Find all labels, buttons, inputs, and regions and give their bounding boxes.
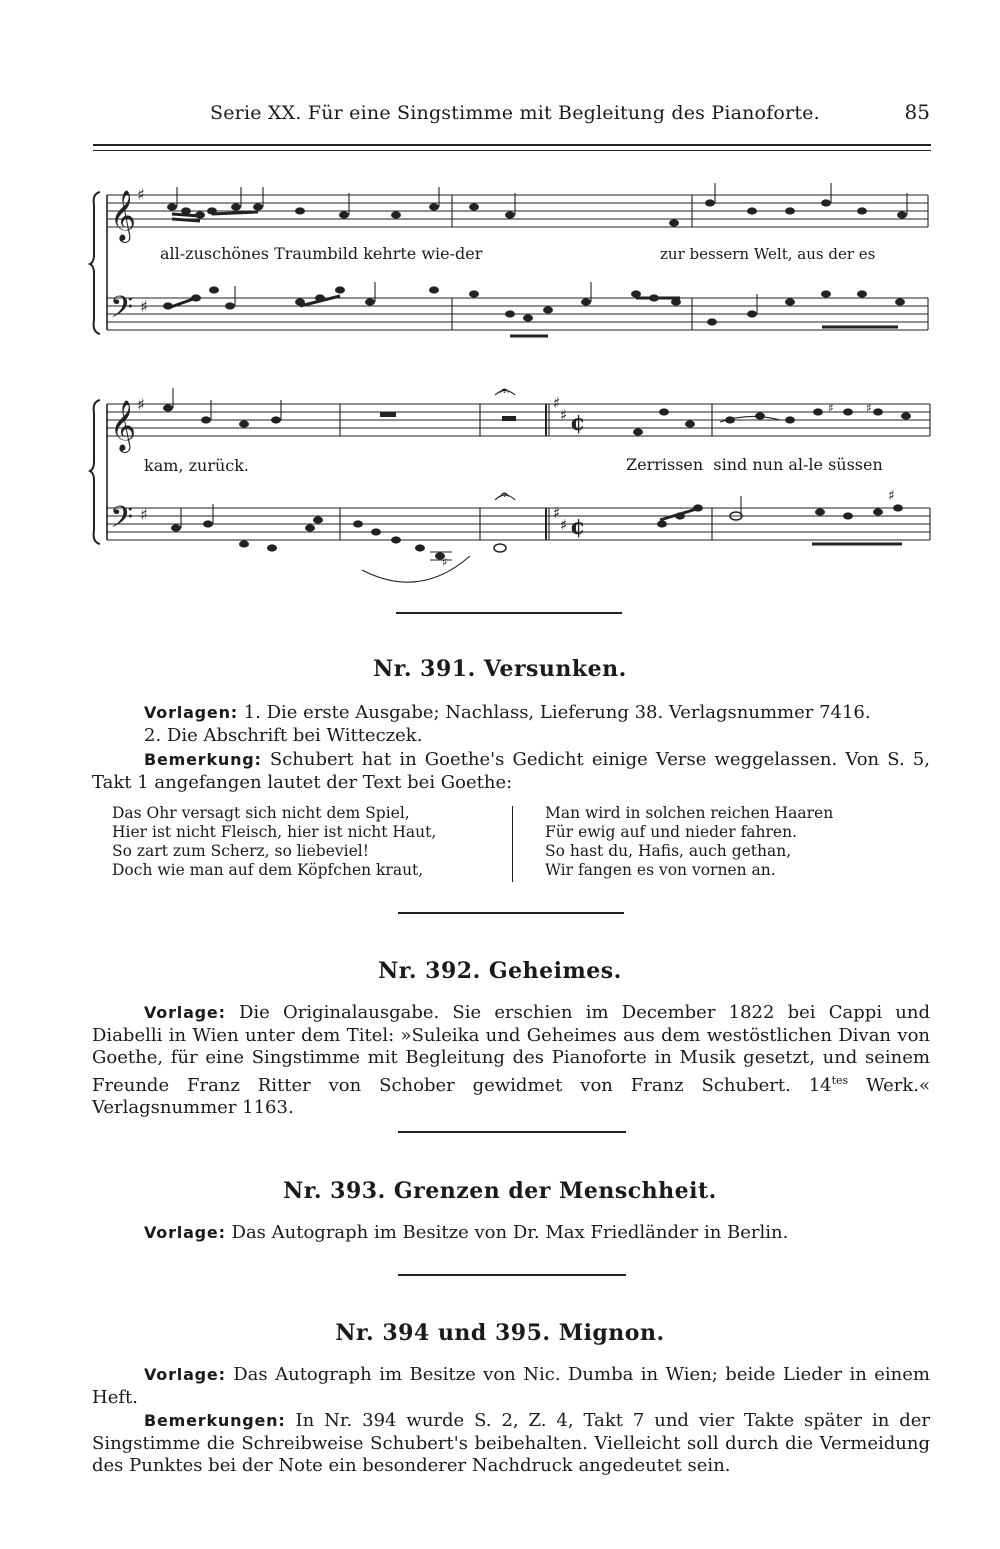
poem-divider [512, 806, 513, 882]
poem-right [545, 804, 833, 880]
vorlage-text: Die Originalausgabe. Sie erschien im December 1822 bei Cappi und Diabelli in Wien unter dem Titel: »Suleika und Geheimes aus dem westöstlichen Divan von Goethe, für eine Singstimme mit Begleitung des Pianoforte in Musik gesetzt, und seinem Freunde Franz Ritter von Schober gewidmet von Franz Schubert. 14 [92, 1002, 930, 1096]
svg-text:♯: ♯ [553, 394, 561, 412]
nr394-vorlage [92, 1364, 930, 1409]
staff-piano-2 [107, 508, 930, 540]
poem-left [112, 804, 436, 880]
lyrics-system2-b: Zerrissen sind nun al-le süssen [626, 455, 883, 474]
vorlage-label: Vorlage: [144, 1365, 226, 1384]
separator-rule [398, 912, 624, 914]
bemerkungen-label: Bemerkungen: [144, 1411, 286, 1430]
vorlage-label: Vorlage: [144, 1003, 226, 1022]
poem-line: Für ewig auf und nieder fahren. [545, 823, 798, 841]
svg-text:♯: ♯ [828, 401, 834, 415]
page-number: 85 [904, 100, 930, 124]
svg-text:♯: ♯ [888, 488, 895, 504]
svg-text:𝄞: 𝄞 [110, 190, 137, 241]
svg-text:𝄐: 𝄐 [500, 485, 509, 504]
separator-rule [398, 1131, 626, 1133]
poem-line: So zart zum Scherz, so liebeviel! [112, 842, 369, 860]
svg-text:♯: ♯ [560, 516, 568, 534]
svg-text:𝄐: 𝄐 [500, 381, 509, 400]
vorlage-label: Vorlage: [144, 1223, 226, 1242]
lyrics-system1-a: all-zuschönes Traumbild kehrte wie-der [160, 244, 483, 263]
nr391-bemerkung [92, 749, 930, 794]
svg-text:♯: ♯ [866, 401, 872, 415]
section-heading-391: Nr. 391. Versunken. [373, 656, 627, 682]
poem-line: So hast du, Hafis, auch gethan, [545, 842, 792, 860]
poem-line: Man wird in solchen reichen Haaren [545, 804, 834, 822]
svg-text:𝄢: 𝄢 [110, 501, 134, 542]
nr392-vorlage [92, 1002, 930, 1120]
lyrics-system1-b: zur bessern Welt, aus der es [660, 245, 876, 263]
nr394-bemerkungen [92, 1410, 930, 1478]
poem-line: Hier ist nicht Fleisch, hier ist nicht Haut, [112, 823, 437, 841]
separator-rule [398, 1274, 626, 1276]
svg-text:♯: ♯ [140, 297, 148, 316]
svg-text:¢: ¢ [570, 514, 586, 540]
lyrics-system2-a: kam, zurück. [144, 456, 250, 475]
vorlage-text: Das Autograph im Besitze von Nic. Dumba in Wien; beide Lieder in einem Heft. [92, 1364, 930, 1408]
svg-text:♯: ♯ [140, 505, 148, 524]
nr391-vorlagen [92, 702, 912, 725]
vorlagen-item-1: 1. Die erste Ausgabe; Nachlass, Lieferung 38. Verlagsnummer 7416. [243, 702, 871, 723]
vorlagen-label: Vorlagen: [144, 703, 238, 722]
bemerkungen-text: In Nr. 394 wurde S. 2, Z. 4, Takt 7 und vier Takte später in der Singstimme die Schreibweise Schubert's beibehalten. Vielleicht soll durch die Vermeidung des Punktes bei der Note ein besonderer Nachdruck angedeutet sein. [92, 1410, 930, 1476]
poem-line: Das Ohr versagt sich nicht dem Spiel, [112, 804, 410, 822]
vorlage-text-end: Werk.« Verlagsnummer 1163. [92, 1074, 931, 1118]
svg-text:♯: ♯ [553, 504, 561, 522]
poem-line: Doch wie man auf dem Köpfchen kraut, [112, 861, 424, 879]
svg-text:¢: ¢ [570, 410, 586, 436]
bemerkung-label: Bemerkung: [144, 750, 262, 769]
nr391-vorlagen-2 [92, 725, 930, 748]
staff-voice-1 [107, 195, 928, 227]
section-heading-392: Nr. 392. Geheimes. [378, 958, 622, 984]
nr393-vorlage [92, 1222, 930, 1245]
poem-line: Wir fangen es von vornen an. [545, 861, 776, 879]
separator-rule [396, 612, 622, 614]
ordinal-suffix: tes [831, 1073, 849, 1087]
header-title: Serie XX. Für eine Singstimme mit Begleitung des Pianoforte. [210, 102, 820, 124]
svg-text:♯: ♯ [137, 395, 145, 414]
vorlage-text: Das Autograph im Besitze von Dr. Max Friedländer in Berlin. [231, 1222, 789, 1243]
staff-voice-2 [107, 404, 930, 436]
section-heading-394: Nr. 394 und 395. Mignon. [335, 1320, 665, 1346]
svg-text:𝄞: 𝄞 [110, 400, 137, 451]
svg-text:𝄢: 𝄢 [110, 291, 134, 332]
section-heading-393: Nr. 393. Grenzen der Menschheit. [283, 1178, 717, 1204]
bemerkung-text: Schubert hat in Goethe's Gedicht einige Verse weggelassen. Von S. 5, Takt 1 angefangen lautet der Text bei Goethe: [92, 749, 930, 793]
music-score [0, 0, 1000, 600]
svg-text:♯: ♯ [137, 185, 145, 204]
svg-text:♯: ♯ [560, 406, 568, 424]
svg-text:♯: ♯ [442, 555, 448, 569]
vorlagen-item-2: 2. Die Abschrift bei Witteczek. [144, 725, 423, 746]
